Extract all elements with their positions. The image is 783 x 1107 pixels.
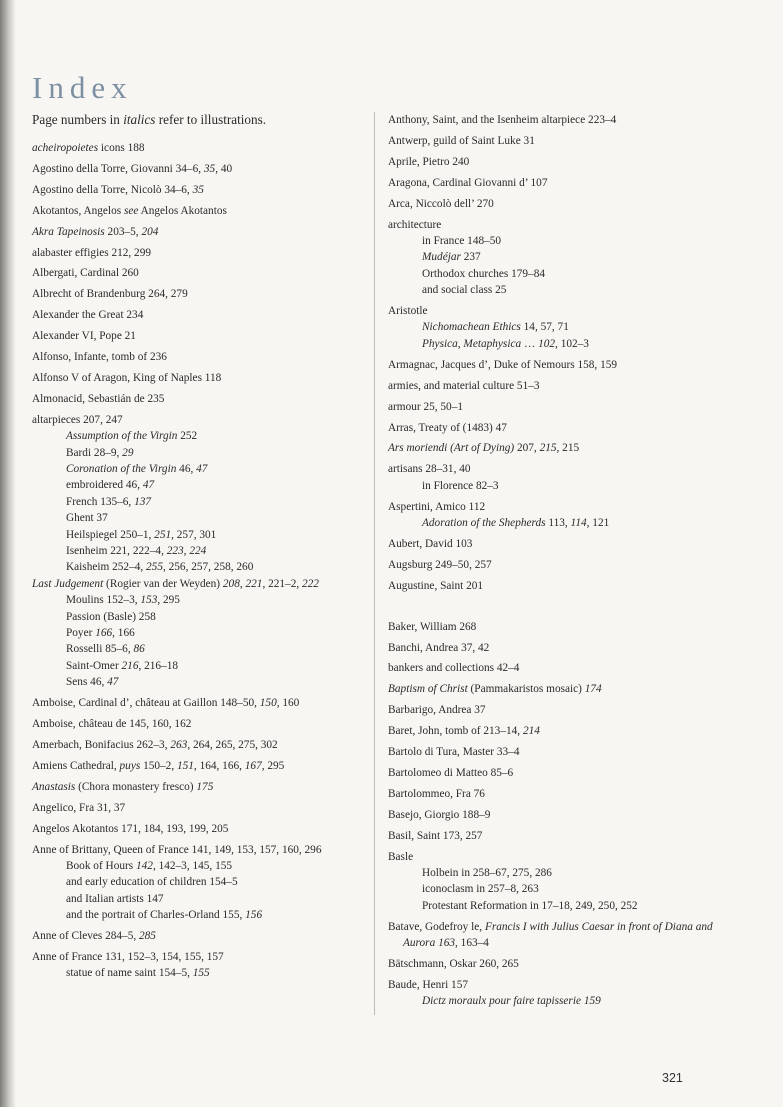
- text-fragment: Anthony, Saint, and the Isenheim altarpiece 223–4: [388, 114, 617, 126]
- italic-fragment: 156: [245, 909, 263, 922]
- text-fragment: Almonacid, Sebastián de 235: [32, 392, 165, 405]
- text-fragment: in Florence 82–3: [422, 479, 499, 492]
- index-entry: [388, 578, 733, 594]
- text-fragment: bankers and collections 42–4: [388, 662, 520, 675]
- italic-fragment: 215: [539, 442, 557, 455]
- index-entry: [32, 203, 362, 219]
- index-column-left: [32, 140, 362, 982]
- index-entry: [388, 807, 733, 823]
- index-entry: [388, 461, 733, 477]
- index-entry: [32, 412, 362, 428]
- text-fragment: Arca, Niccolò dell’ 270: [388, 197, 494, 210]
- text-fragment: , 160: [276, 697, 300, 710]
- text-fragment: and social class 25: [422, 284, 507, 297]
- italic-fragment: italics: [123, 112, 156, 127]
- index-entry: [388, 440, 733, 456]
- index-entry: [32, 842, 362, 858]
- italic-fragment: 224: [189, 545, 207, 558]
- text-fragment: ,: [183, 545, 190, 558]
- text-fragment: altarpieces 207, 247: [32, 413, 123, 426]
- text-fragment: Agostino della Torre, Nicolò 34–6,: [32, 183, 193, 196]
- text-fragment: 252: [177, 430, 198, 443]
- text-fragment: 46,: [176, 463, 197, 475]
- index-entry: [32, 928, 362, 944]
- text-fragment: Bartolommeo, Fra 76: [388, 787, 485, 800]
- italic-fragment: 208: [222, 577, 240, 590]
- text-fragment: and early education of children 154–5: [66, 876, 238, 889]
- italic-fragment: 142: [135, 859, 153, 872]
- italic-fragment: 174: [584, 683, 602, 696]
- text-fragment: Barbarigo, Andrea 37: [388, 704, 486, 717]
- index-entry: [32, 758, 362, 774]
- text-fragment: Poyer: [66, 627, 96, 640]
- index-subentry: [32, 428, 362, 444]
- index-subentry: [32, 510, 362, 526]
- index-subentry: [388, 478, 733, 494]
- text-fragment: Angelos Akotantos 171, 184, 193, 199, 205: [32, 822, 229, 835]
- index-entry: [388, 744, 733, 760]
- index-subentry: [32, 609, 362, 625]
- index-entry: [32, 140, 362, 156]
- text-fragment: Alfonso, Infante, tomb of 236: [32, 351, 167, 364]
- text-fragment: Kaisheim 252–4,: [66, 561, 147, 574]
- text-fragment: Albrecht of Brandenburg 264, 279: [32, 288, 188, 301]
- italic-fragment: 163: [438, 937, 456, 950]
- text-fragment: Akotantos, Angelos: [32, 204, 124, 217]
- text-fragment: Bätschmann, Oskar 260, 265: [388, 958, 519, 971]
- text-fragment: statue of name saint 154–5,: [66, 967, 193, 980]
- index-entry: [388, 702, 733, 718]
- text-fragment: and Italian artists 147: [66, 892, 164, 905]
- text-fragment: , 166: [112, 627, 135, 640]
- italic-fragment: Nichomachean Ethics: [422, 321, 521, 334]
- index-subentry: [388, 898, 733, 914]
- index-entry: [32, 224, 362, 240]
- italic-fragment: Ars moriendi (Art of Dying): [388, 442, 515, 455]
- text-fragment: , 256, 257, 258, 260: [162, 561, 254, 574]
- index-subentry: [32, 891, 362, 907]
- index-entry: [388, 217, 733, 233]
- index-subentry: [32, 625, 362, 641]
- text-fragment: Isenheim 221, 222–4,: [66, 545, 167, 558]
- text-fragment: architecture: [388, 218, 442, 231]
- text-fragment: Batave, Godefroy le,: [388, 920, 485, 933]
- text-fragment: Heilspiegel 250–1,: [66, 528, 155, 541]
- italic-fragment: 251: [154, 528, 172, 541]
- italic-fragment: 151: [176, 759, 194, 772]
- text-fragment: , 264, 265, 275, 302: [187, 739, 278, 751]
- index-entry: [32, 182, 362, 198]
- index-entry: [32, 391, 362, 407]
- index-entry: [32, 328, 362, 344]
- italic-fragment: 35: [192, 183, 204, 196]
- text-fragment: 203–5,: [104, 225, 142, 238]
- index-entry: [32, 800, 362, 816]
- index-entry: [388, 919, 733, 952]
- italic-fragment: 285: [139, 930, 156, 943]
- text-fragment: Amboise, château de 145, 160, 162: [32, 718, 192, 731]
- text-fragment: Basle: [388, 850, 414, 863]
- text-fragment: Alexander the Great 234: [32, 309, 144, 322]
- italic-fragment: Mudéjar: [422, 251, 461, 264]
- text-fragment: Saint-Omer: [66, 659, 122, 672]
- text-fragment: Anne of France 131, 152–3, 154, 155, 157: [32, 950, 224, 963]
- italic-fragment: 222: [302, 577, 319, 590]
- index-entry: [32, 161, 362, 177]
- italic-fragment: 114: [570, 517, 587, 530]
- index-entry: [388, 619, 733, 635]
- text-fragment: Agostino della Torre, Giovanni 34–6,: [32, 162, 204, 175]
- italic-fragment: 29: [122, 446, 134, 459]
- italic-fragment: Adoration of the Shepherds: [422, 517, 546, 530]
- text-fragment: Protestant Reformation in 17–18, 249, 250, 252: [422, 899, 638, 912]
- italic-fragment: 47: [107, 676, 119, 689]
- index-subentry: [32, 477, 362, 493]
- text-fragment: alabaster effigies 212, 299: [32, 246, 151, 259]
- index-subentry: [32, 592, 362, 608]
- text-fragment: , 295: [157, 594, 180, 607]
- index-subentry: [32, 858, 362, 874]
- text-fragment: , 164, 166,: [193, 759, 245, 772]
- text-fragment: Augustine, Saint 201: [388, 579, 484, 592]
- text-fragment: iconoclasm in 257–8, 263: [422, 883, 539, 896]
- italic-fragment: Last Judgement: [32, 577, 104, 590]
- index-subentry: [388, 881, 733, 897]
- italic-fragment: 214: [522, 725, 540, 738]
- text-fragment: , 40: [215, 162, 233, 175]
- text-fragment: Holbein in 258–67, 275, 286: [422, 867, 552, 880]
- text-fragment: , 121: [586, 517, 610, 530]
- index-entry: [388, 154, 733, 170]
- italic-fragment: 47: [142, 479, 155, 492]
- text-fragment: armies, and material culture 51–3: [388, 379, 540, 392]
- italic-fragment: Physica, Metaphysica: [422, 337, 522, 350]
- text-fragment: Angelos Akotantos: [138, 204, 227, 217]
- text-fragment: Augsburg 249–50, 257: [388, 558, 492, 571]
- italic-fragment: 159: [583, 995, 601, 1008]
- text-fragment: and the portrait of Charles-Orland 155,: [66, 909, 246, 922]
- text-fragment: , 257, 301: [171, 528, 217, 541]
- index-column-right: [388, 112, 733, 1010]
- index-subentry: [32, 543, 362, 559]
- index-subentry: [388, 515, 733, 531]
- index-entry: [32, 286, 362, 302]
- text-fragment: Banchi, Andrea 37, 42: [388, 641, 490, 654]
- text-fragment: Page numbers in: [32, 112, 124, 127]
- index-entry: [388, 723, 733, 739]
- text-fragment: Alexander VI, Pope 21: [32, 330, 136, 343]
- index-entry: [388, 175, 733, 191]
- text-fragment: Passion (Basle) 258: [66, 610, 156, 623]
- text-fragment: Moulins 152–3,: [66, 594, 141, 607]
- index-entry: [388, 828, 733, 844]
- text-fragment: Anne of Cleves 284–5,: [32, 930, 139, 943]
- text-fragment: Amerbach, Bonifacius 262–3,: [32, 739, 171, 751]
- italic-fragment: puys: [119, 759, 141, 772]
- text-fragment: Baker, William 268: [388, 620, 477, 633]
- index-entry: [388, 681, 733, 697]
- text-fragment: Angelico, Fra 31, 37: [32, 801, 126, 814]
- text-fragment: , 163–4: [455, 937, 489, 950]
- text-fragment: Orthodox churches 179–84: [422, 267, 545, 280]
- text-fragment: 237: [460, 251, 481, 264]
- text-fragment: artisans 28–31, 40: [388, 463, 471, 476]
- index-entry: [32, 245, 362, 261]
- text-fragment: , 215: [556, 442, 580, 455]
- italic-fragment: 263: [170, 739, 188, 751]
- index-entry: [388, 133, 733, 149]
- index-entry: [388, 420, 733, 436]
- text-fragment: icons 188: [98, 142, 145, 154]
- index-entry: [388, 849, 733, 865]
- index-entry: [32, 265, 362, 281]
- italic-fragment: 216: [121, 659, 139, 672]
- text-fragment: 207,: [514, 442, 540, 455]
- italic-fragment: 204: [141, 225, 159, 238]
- text-fragment: embroidered 46,: [66, 479, 143, 492]
- italic-fragment: acheiropoietes: [32, 142, 99, 154]
- italic-fragment: 137: [134, 495, 152, 508]
- index-subentry: [32, 559, 362, 575]
- column-divider: [374, 112, 375, 1015]
- index-entry: [388, 660, 733, 676]
- index-subentry: [32, 658, 362, 674]
- italic-fragment: Anastasis: [32, 780, 76, 793]
- index-subentry: [388, 233, 733, 249]
- text-fragment: …: [521, 337, 539, 350]
- italic-fragment: 47: [196, 463, 208, 475]
- text-fragment: , 295: [261, 759, 285, 772]
- index-subentry: [388, 282, 733, 298]
- italic-fragment: 155: [192, 967, 210, 980]
- index-entry: [32, 821, 362, 837]
- index-subentry: [32, 576, 362, 592]
- text-fragment: Sens 46,: [66, 676, 108, 689]
- index-entry: [388, 399, 733, 415]
- index-subentry: [388, 865, 733, 881]
- index-entry: [388, 786, 733, 802]
- text-fragment: in France 148–50: [422, 234, 502, 247]
- index-subentry: [32, 874, 362, 890]
- index-entry: [32, 737, 362, 753]
- text-fragment: Bartolo di Tura, Master 33–4: [388, 746, 520, 759]
- index-subentry: [388, 993, 733, 1009]
- text-fragment: refer to illustrations.: [155, 112, 267, 127]
- index-entry: [388, 112, 733, 128]
- index-subentry: [32, 907, 362, 923]
- italic-fragment: 86: [133, 643, 145, 656]
- text-fragment: , 102–3: [555, 337, 589, 350]
- index-subentry: [388, 249, 733, 265]
- italic-fragment: 166: [95, 627, 113, 640]
- index-entry: [388, 765, 733, 781]
- italic-fragment: see: [123, 204, 139, 217]
- letter-section-gap: [388, 594, 733, 614]
- text-fragment: , 216–18: [138, 659, 179, 672]
- index-entry: [32, 307, 362, 323]
- text-fragment: Albergati, Cardinal 260: [32, 267, 139, 280]
- index-subentry: [32, 965, 362, 981]
- index-entry: [388, 378, 733, 394]
- text-fragment: Basejo, Giorgio 188–9: [388, 808, 491, 821]
- index-entry: [32, 716, 362, 732]
- index-entry: [32, 695, 362, 711]
- text-fragment: 113,: [545, 517, 571, 530]
- text-fragment: , 142–3, 145, 155: [152, 859, 233, 872]
- index-entry: [32, 349, 362, 365]
- text-fragment: Bardi 28–9,: [66, 446, 123, 459]
- text-fragment: Antwerp, guild of Saint Luke 31: [388, 134, 535, 147]
- text-fragment: Anne of Brittany, Queen of France 141, 149, 153, 157, 160, 296: [32, 843, 322, 856]
- italic-fragment: Dictz moraulx pour faire tapisserie: [422, 995, 581, 1008]
- text-fragment: Amiens Cathedral,: [32, 759, 120, 772]
- text-fragment: Book of Hours: [66, 859, 136, 872]
- text-fragment: Aristotle: [388, 305, 428, 318]
- index-subentry: [388, 266, 733, 282]
- italic-fragment: 255: [146, 561, 163, 574]
- italic-fragment: Baptism of Christ: [388, 683, 468, 696]
- text-fragment: Ghent 37: [66, 512, 108, 525]
- italic-fragment: Assumption of the Virgin: [66, 430, 178, 443]
- index-entry: [388, 357, 733, 373]
- text-fragment: Aprile, Pietro 240: [388, 155, 470, 168]
- index-entry: [32, 370, 362, 386]
- text-fragment: Aubert, David 103: [388, 537, 473, 550]
- text-fragment: armour 25, 50–1: [388, 400, 463, 413]
- text-fragment: (Chora monastery fresco): [75, 780, 197, 793]
- index-entry: [32, 949, 362, 965]
- index-entry: [32, 779, 362, 795]
- text-fragment: Amboise, Cardinal d’, château at Gaillon 148–50,: [32, 697, 260, 710]
- page-gutter-shadow: [0, 0, 16, 1107]
- page-number: 321: [662, 1071, 683, 1085]
- index-subentry: [32, 527, 362, 543]
- italic-fragment: 153: [140, 594, 158, 607]
- text-fragment: Arras, Treaty of (1483) 47: [388, 421, 507, 434]
- index-subentry: [388, 336, 733, 352]
- italic-fragment: 102: [538, 337, 556, 350]
- index-subentry: [32, 494, 362, 510]
- index-entry: [388, 557, 733, 573]
- index-entry: [388, 956, 733, 972]
- italic-fragment: Akra Tapeinosis: [32, 225, 105, 238]
- index-entry: [388, 977, 733, 993]
- index-entry: [388, 640, 733, 656]
- text-fragment: Aragona, Cardinal Giovanni d’ 107: [388, 176, 548, 189]
- italic-fragment: 150: [259, 697, 277, 710]
- index-subentry: [32, 674, 362, 690]
- text-fragment: (Pammakaristos mosaic): [467, 683, 585, 696]
- text-fragment: 150–2,: [140, 759, 177, 772]
- text-fragment: Armagnac, Jacques d’, Duke of Nemours 158, 159: [388, 358, 618, 371]
- index-entry: [388, 196, 733, 212]
- index-entry: [388, 536, 733, 552]
- italic-fragment: 223: [166, 545, 184, 558]
- index-entry: [388, 303, 733, 319]
- text-fragment: Baret, John, tomb of 213–14,: [388, 725, 523, 738]
- text-fragment: Rosselli 85–6,: [66, 643, 134, 656]
- italic-fragment: 35: [203, 162, 216, 175]
- index-subentry: [32, 641, 362, 657]
- italic-fragment: 221: [245, 577, 263, 590]
- text-fragment: 14, 57, 71: [520, 321, 569, 334]
- index-intro-note: [32, 112, 266, 128]
- italic-fragment: 175: [196, 780, 214, 793]
- text-fragment: , 221–2,: [262, 577, 302, 590]
- text-fragment: Baude, Henri 157: [388, 978, 468, 991]
- italic-fragment: Francis I with Julius Caesar in front of Diana and Aurora: [403, 920, 713, 950]
- index-title: Index: [32, 70, 133, 105]
- index-subentry: [32, 461, 362, 477]
- text-fragment: Alfonso V of Aragon, King of Naples 118: [32, 371, 222, 384]
- text-fragment: ,: [239, 577, 246, 590]
- text-fragment: French 135–6,: [66, 495, 135, 508]
- index-subentry: [388, 319, 733, 335]
- text-fragment: Aspertini, Amico 112: [388, 500, 486, 513]
- index-subentry: [32, 445, 362, 461]
- text-fragment: Bartolomeo di Matteo 85–6: [388, 767, 514, 779]
- text-fragment: Basil, Saint 173, 257: [388, 829, 483, 842]
- italic-fragment: 167: [244, 759, 262, 772]
- index-entry: [388, 499, 733, 515]
- italic-fragment: Coronation of the Virgin: [66, 463, 177, 475]
- text-fragment: (Rogier van der Weyden): [103, 577, 223, 590]
